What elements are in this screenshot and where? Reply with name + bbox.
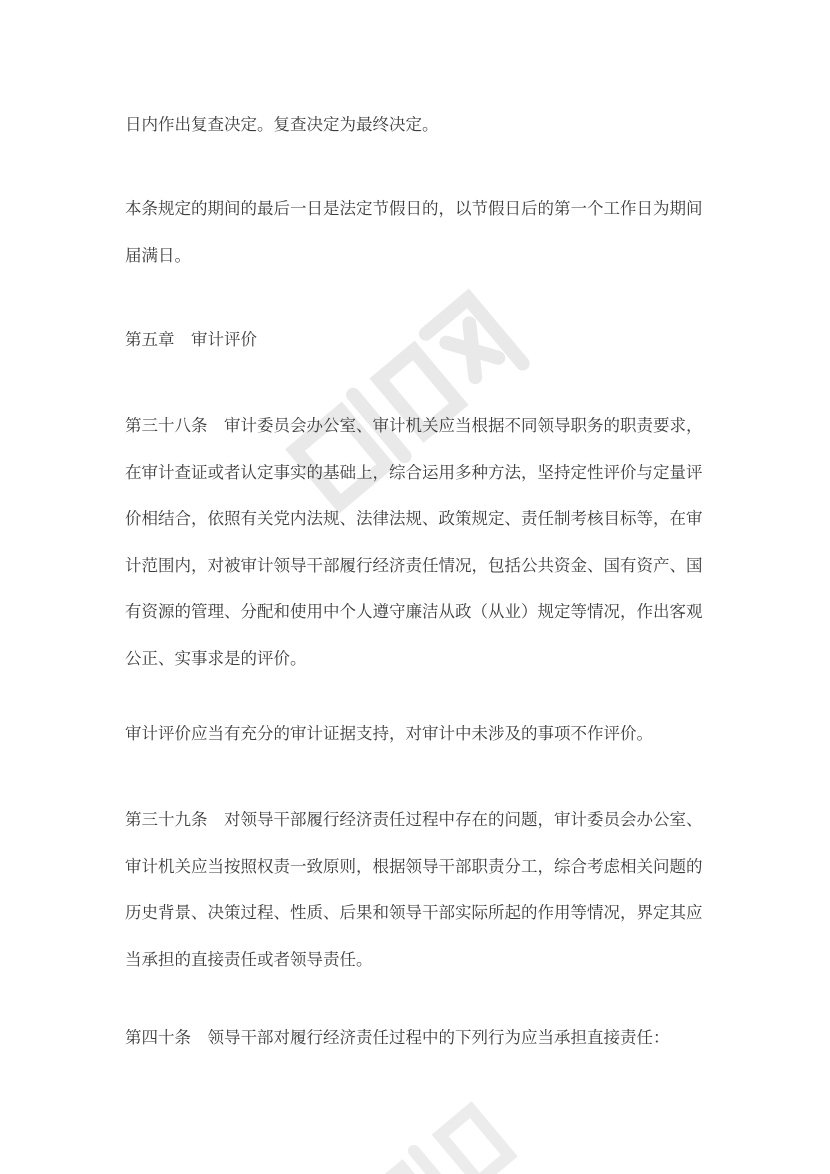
watermark-logo-icon [300, 1060, 560, 1174]
paragraph-review-decision: 日内作出复查决定。复查决定为最终决定。 [125, 115, 439, 134]
paragraph-article-38: 第三十八条 审计委员会办公室、审计机关应当根据不同领导职务的职责要求，在审计查证或者认定事实的基础上，综合运用多种方法，坚持定性评价与定量评价相结合，依照有关党内法规、法律法规、政策规定、责任制考核目标等，在审计范围内，对被审计领导干部履行经济责任情况，包括公共资金、国有资产、国有资源的管理、分配和使用中个人遵守廉洁从政（从业）规定等情况，作出客观公正、实事求是的评价。 [125, 416, 703, 668]
paragraph-article-39: 第三十九条 对领导干部履行经济责任过程中存在的问题，审计委员会办公室、审计机关应当按照权责一致原则，根据领导干部职责分工，综合考虑相关问题的历史背景、决策过程、性质、后果和领导干部实际所起的作用等情况，界定其应当承担的直接责任或者领导责任。 [125, 810, 703, 969]
paragraph-evaluation-evidence: 审计评价应当有充分的审计证据支持，对审计中未涉及的事项不作评价。 [125, 724, 653, 743]
paragraph-holiday-rule: 本条规定的期间的最后一日是法定节假日的，以节假日后的第一个工作日为期间届满日。 [125, 199, 703, 265]
chapter-heading: 第五章 审计评价 [125, 330, 257, 349]
paragraph-article-40: 第四十条 领导干部对履行经济责任过程中的下列行为应当承担直接责任： [125, 1028, 670, 1047]
